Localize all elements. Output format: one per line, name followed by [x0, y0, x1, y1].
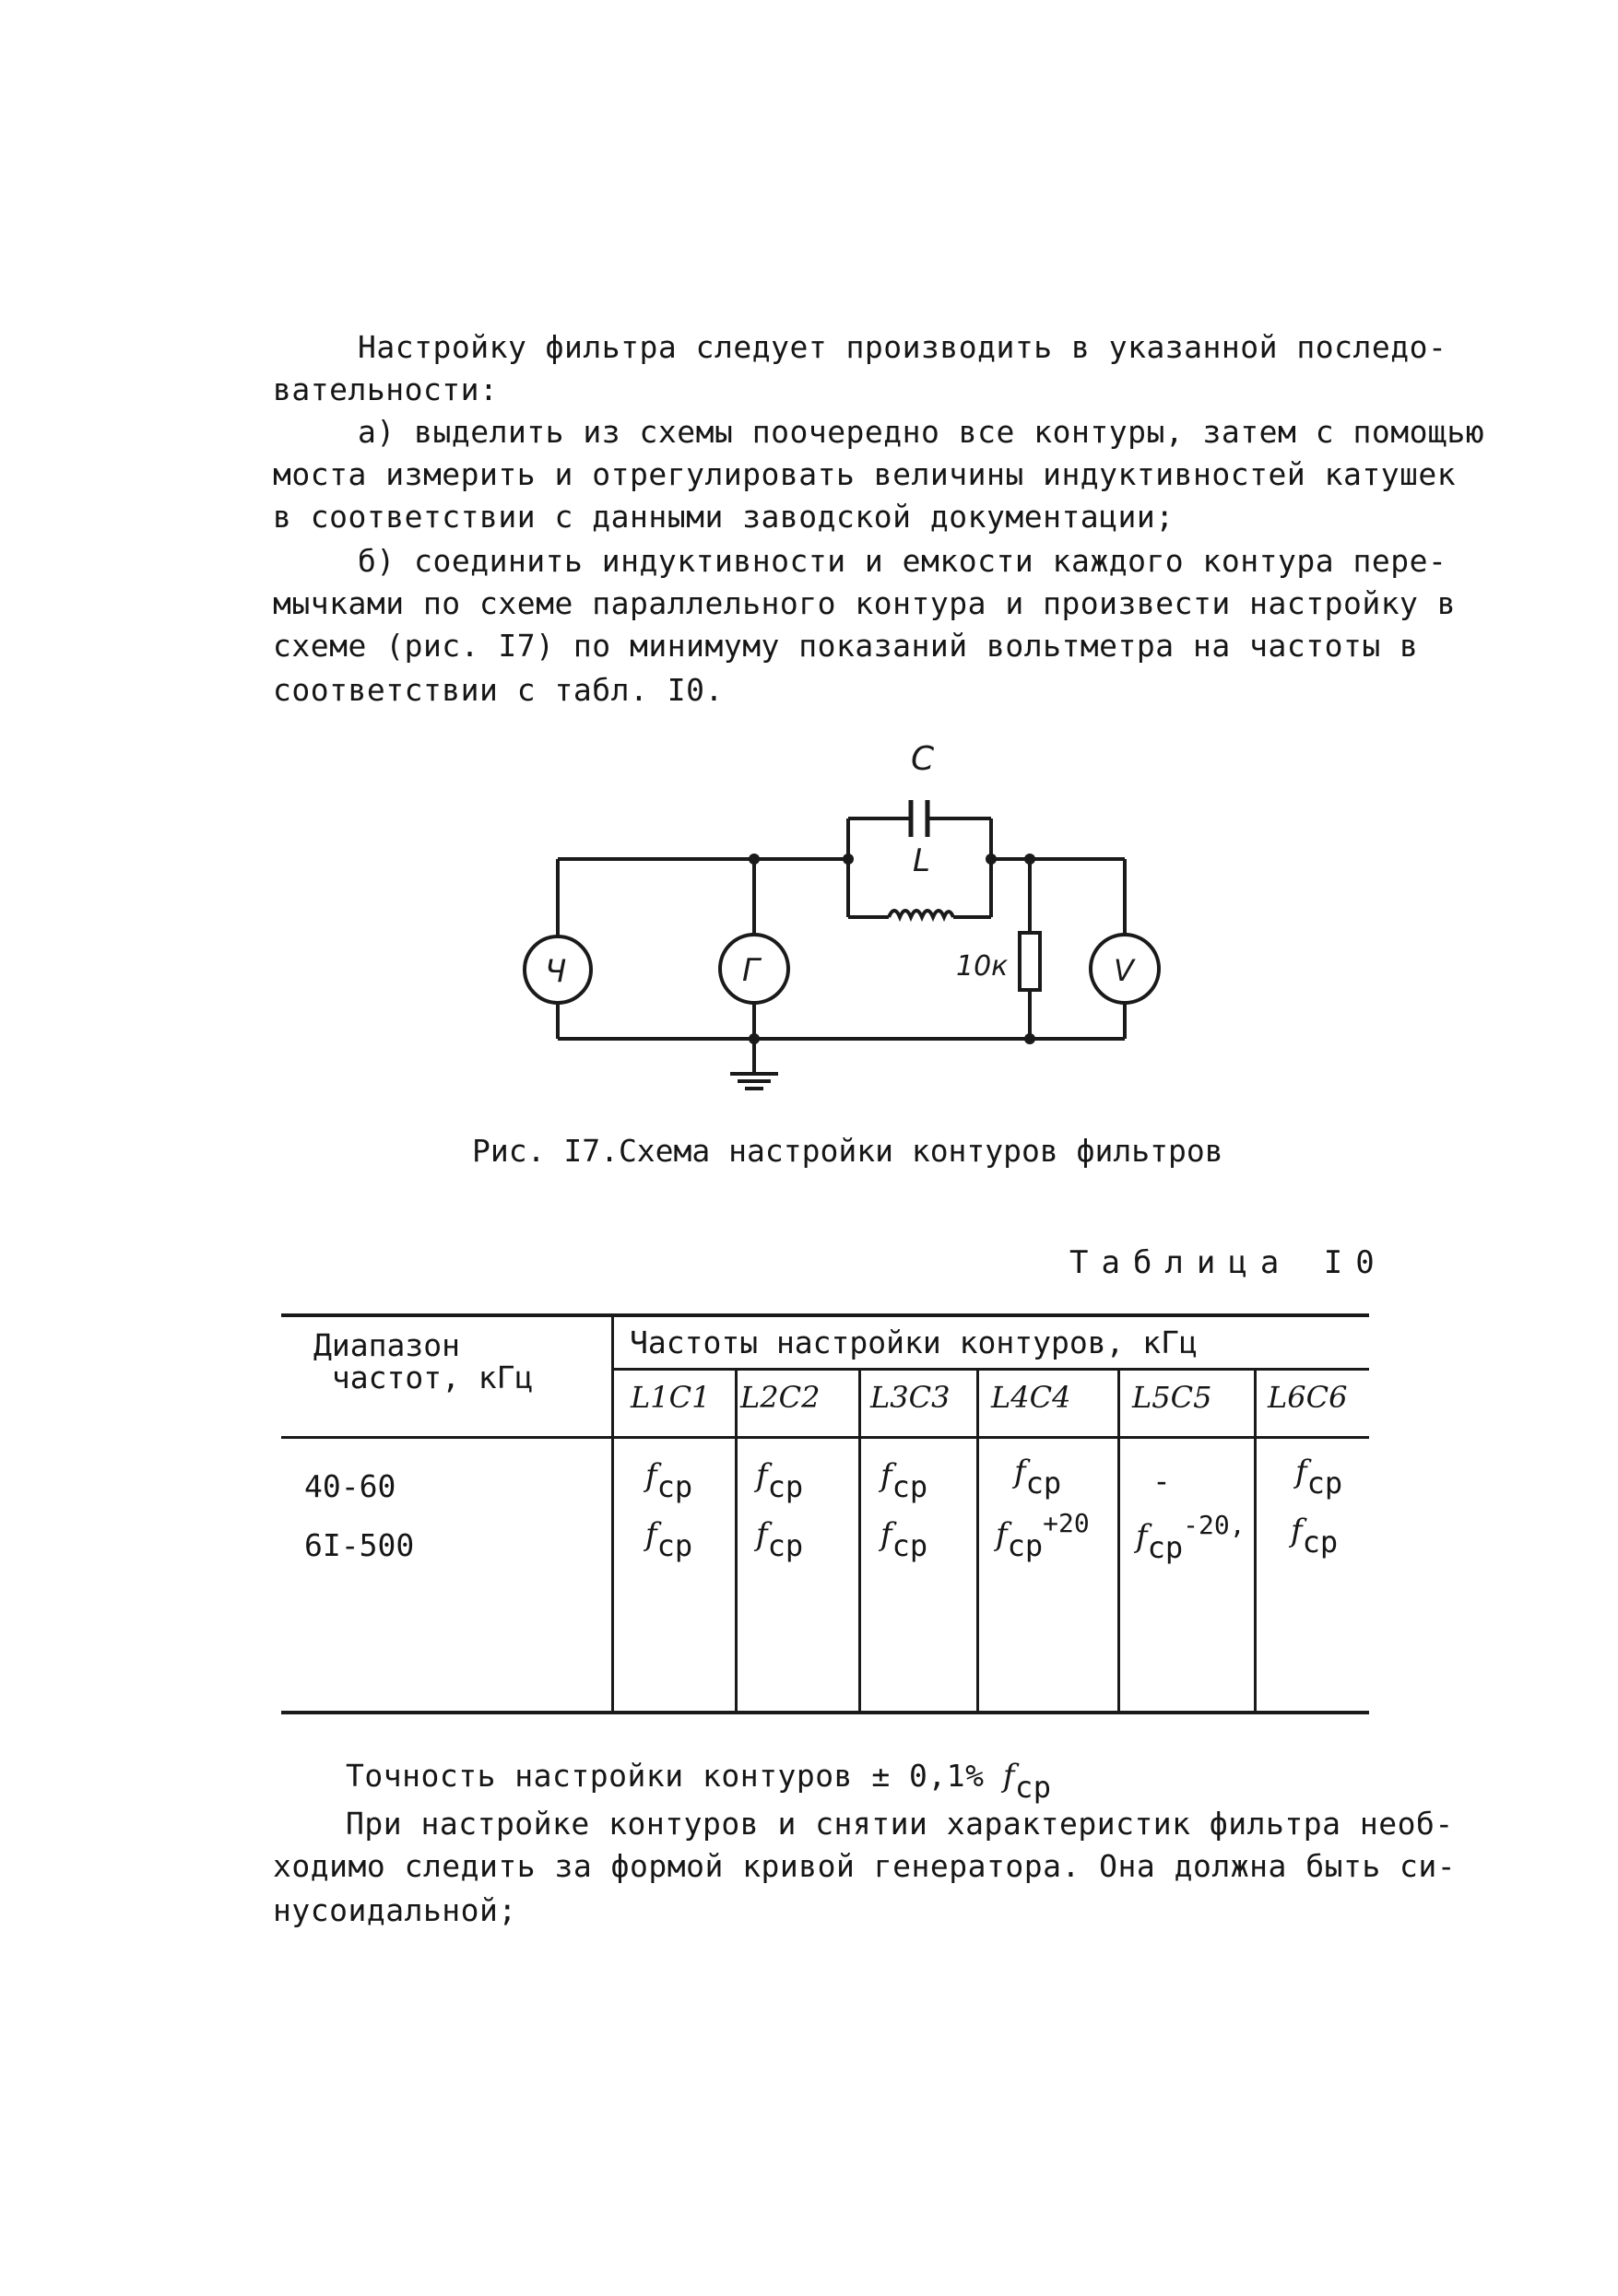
column-header: L6C6: [1268, 1380, 1348, 1415]
table-top-rule: [281, 1313, 1369, 1317]
ground-symbol: [730, 1074, 778, 1089]
table-column-divider: [1254, 1370, 1257, 1713]
resistor-symbol: [1020, 933, 1040, 990]
meter-g-label: Г: [742, 952, 760, 989]
meter-v-label: V: [1114, 953, 1134, 988]
circuit-diagram: [498, 728, 1162, 1115]
table-column-divider: [611, 1313, 614, 1713]
header-range: Диапазон частот, кГц: [313, 1327, 534, 1395]
paragraph-line: схеме (рис. I7) по минимуму показаний вольтметра на частоты в: [273, 628, 1419, 664]
capacitor-symbol: [911, 800, 927, 837]
table-cell: fcp$^{+20}$: [996, 1508, 1090, 1563]
paragraph-line: б) соединить индуктивности и емкости каждого контура пере-: [358, 543, 1447, 579]
meter-ch-label: Ч: [545, 953, 567, 990]
paragraph-line: вательности:: [273, 371, 499, 407]
table-column-divider: [735, 1370, 738, 1713]
table-cell: fcp: [645, 1516, 693, 1563]
row-range: 6I-500: [304, 1527, 415, 1563]
row-range: 40-60: [304, 1468, 396, 1504]
table-cell: fcp: [880, 1457, 928, 1504]
table-cell: fcp$^{-20,}$: [1136, 1510, 1246, 1565]
table-cell: fcp: [1295, 1454, 1343, 1501]
inductor-label: L: [913, 842, 930, 879]
column-header: L4C4: [991, 1380, 1071, 1415]
table-bottom-rule: [281, 1711, 1369, 1714]
table-cell: fcp: [1291, 1513, 1339, 1560]
table-cell: fcp: [880, 1516, 928, 1563]
table-column-divider: [976, 1370, 979, 1713]
column-header: L1C1: [631, 1380, 711, 1415]
capacitor-label: C: [911, 740, 935, 778]
closing-line: нусоидальной;: [273, 1892, 517, 1928]
accuracy-line: Точность настройки контуров ± 0,1% fcp: [346, 1758, 1052, 1805]
header-frequencies: Частоты настройки контуров, кГц: [630, 1325, 1198, 1360]
paragraph-line: соответствии с табл. I0.: [273, 672, 724, 708]
table-header-rule: [281, 1436, 1369, 1439]
table-column-divider: [858, 1370, 861, 1713]
paragraph-line: Настройку фильтра следует производить в указанной последо-: [358, 329, 1447, 365]
paragraph-line: мычками по схеме параллельного контура и произвести настройку в: [273, 585, 1457, 621]
closing-line: При настройке контуров и снятии характеристик фильтра необ-: [346, 1806, 1454, 1842]
paragraph-line: а) выделить из схемы поочередно все контуры, затем с помощью: [358, 414, 1485, 450]
column-header: L3C3: [870, 1380, 951, 1415]
table-title: Таблица I0: [1069, 1244, 1388, 1281]
table-cell: fcp: [1014, 1454, 1062, 1501]
table-column-divider: [1117, 1370, 1120, 1713]
table-cell: fcp: [756, 1457, 804, 1504]
table-cell: -: [1152, 1463, 1171, 1499]
column-header: L5C5: [1132, 1380, 1212, 1415]
paragraph-line: в соответствии с данными заводской документации;: [273, 499, 1175, 535]
closing-line: ходимо следить за формой кривой генератора. Она должна быть си-: [273, 1848, 1457, 1884]
table-cell: fcp: [645, 1457, 693, 1504]
figure-caption: Рис. I7.Схема настройки контуров фильтров: [472, 1133, 1223, 1169]
paragraph-line: моста измерить и отрегулировать величины индуктивностей катушек: [273, 456, 1457, 492]
column-header: L2C2: [740, 1380, 821, 1415]
inductor-symbol: [889, 911, 953, 917]
table-cell: fcp: [756, 1516, 804, 1563]
resistor-label: 10к: [956, 950, 1009, 983]
